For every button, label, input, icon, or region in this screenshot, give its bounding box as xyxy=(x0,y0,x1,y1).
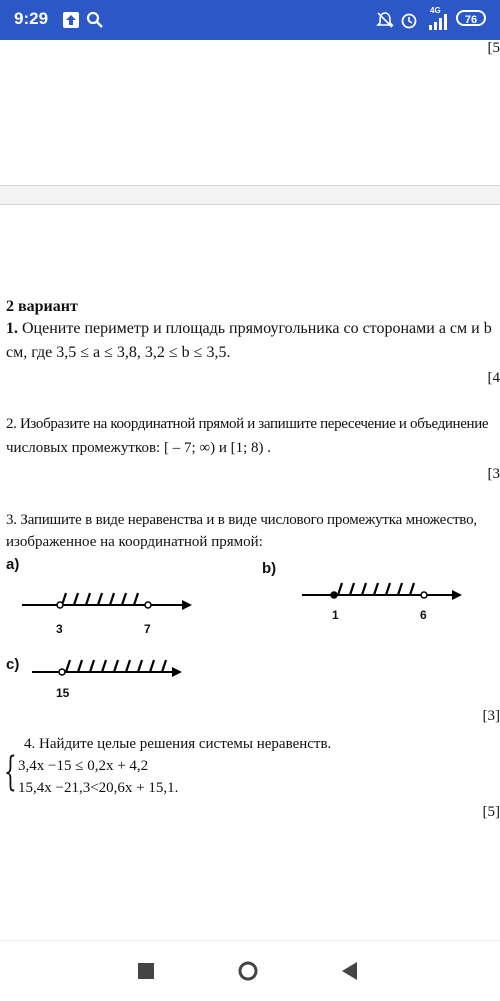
page-divider xyxy=(0,204,500,205)
battery-icon: 76 xyxy=(456,10,486,26)
task4-eq2: 15,4x −21,3<20,6x + 15,1. xyxy=(18,780,178,797)
task4-points: [5] xyxy=(483,804,500,821)
status-time: 9:29 xyxy=(14,9,48,29)
task1-number: 1. xyxy=(6,320,18,338)
task4-eq1: 3,4x −15 ≤ 0,2x + 4,2 xyxy=(18,758,148,775)
task1-line2: см, где 3,5 ≤ a ≤ 3,8, 3,2 ≤ b ≤ 3,5. xyxy=(6,344,230,362)
open-point xyxy=(421,592,427,598)
previous-points: [5 xyxy=(488,40,500,57)
recent-apps-icon[interactable] xyxy=(138,963,154,979)
search-icon xyxy=(86,11,104,29)
signal-icon xyxy=(428,14,448,30)
tick-label: 7 xyxy=(144,622,151,636)
status-bar xyxy=(0,0,500,40)
alarm-icon xyxy=(400,11,418,29)
task3-part-b-label: b) xyxy=(262,560,276,577)
task2-line2: числовых промежутков: [ – 7; ∞) и [1; 8) . xyxy=(6,440,271,457)
page-gap xyxy=(0,186,500,204)
alarm-off-icon xyxy=(376,11,394,29)
task2-points: [3 xyxy=(488,466,500,483)
task1-points: [4 xyxy=(488,370,500,387)
task3-line2: изображенное на координатной прямой: xyxy=(6,534,263,551)
task3-points: [3] xyxy=(483,708,500,725)
number-line-c xyxy=(0,652,500,692)
navigation-bar xyxy=(0,940,500,1001)
task3-part-a-label: а) xyxy=(6,556,19,573)
tick-label: 6 xyxy=(420,608,427,622)
home-icon[interactable] xyxy=(238,961,258,981)
tick-label: 1 xyxy=(332,608,339,622)
task3-part-c-label: c) xyxy=(6,656,19,673)
task2-line1: 2. Изобразите на координатной прямой и запишите пересечение и объединение xyxy=(6,416,488,433)
tick-label: 3 xyxy=(56,622,63,636)
variant-heading: 2 вариант xyxy=(6,298,78,316)
closed-point xyxy=(331,592,337,598)
task4-line1: 4. Найдите целые решения системы неравенств. xyxy=(24,736,331,753)
task3-line1: 3. Запишите в виде неравенства и в виде числового промежутка множество, xyxy=(6,512,477,529)
upload-icon xyxy=(62,11,80,29)
task1-line1: Оцените периметр и площадь прямоугольника со сторонами a см и b xyxy=(22,320,492,338)
tick-label: 15 xyxy=(56,686,69,700)
back-icon[interactable] xyxy=(342,962,358,980)
network-type: 4G xyxy=(430,6,441,15)
open-point xyxy=(59,669,65,675)
system-brace: { xyxy=(4,752,17,792)
